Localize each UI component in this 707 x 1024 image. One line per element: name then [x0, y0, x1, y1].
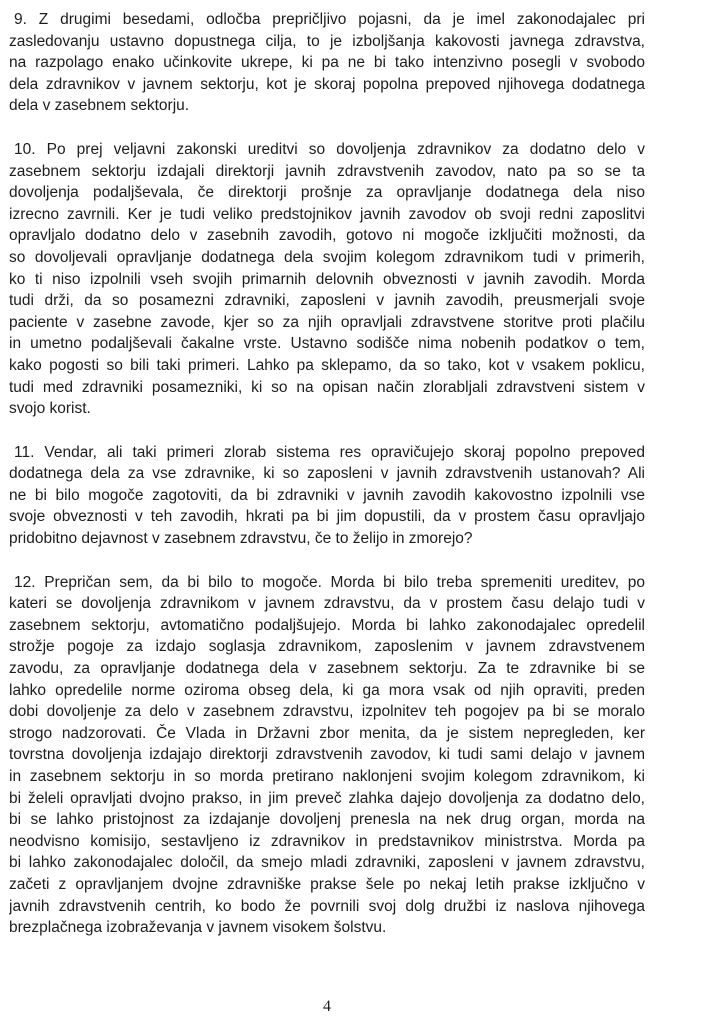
- paragraph-line: in zasebnem sektorju in so morda pretirano naklonjeni svojim kolegom zdravnikom, ki: [9, 768, 645, 785]
- paragraph-line: 10. Po prej veljavni zakonski ureditvi so dovoljenja zdravnikov za dodatno delo v: [14, 140, 645, 158]
- paragraph-line: na razpolago enako učinkovite ukrepe, ki pa ne bi tako intenzivno posegli v svobodo: [9, 54, 645, 72]
- paragraph-line: bi želeli opravljati dvojno prakso, in jim preveč zlahka dajejo dovoljenja za dodatno delo,: [9, 789, 645, 807]
- paragraph-line: svoje obveznosti v teh zavodih, hkrati pa bi jim dopustili, da v prostem času opravljajo: [9, 508, 645, 526]
- page-number: 4: [323, 998, 331, 1015]
- paragraph-line: ko ti niso izpolnili vseh svojih primarnih delovnih obveznosti v javnih zavodih. Morda: [9, 270, 645, 288]
- paragraph-10: [9, 139, 645, 420]
- paragraph-line: ne bi bilo mogoče zagotoviti, da bi zdravniki v javnih zavodih kakovostno izpolnili vse: [9, 486, 645, 504]
- paragraph-line: dela v zasebnem sektorju.: [9, 97, 190, 115]
- paragraph-line: začeti z opravljanjem dvojne zdravniške prakse šele po nekaj letih prakse izključno v: [9, 875, 645, 893]
- document-body: [9, 9, 645, 961]
- page-footer: [9, 997, 645, 1017]
- paragraph-line: dela zdravnikov v javnem sektorju, kot je skoraj popolna prepoved njihovega dodatnega: [9, 75, 645, 93]
- paragraph-line: dovoljenja podaljševala, če direktorji prošnje za opravljanje dodatnega dela niso: [9, 184, 645, 202]
- paragraph-12: [9, 572, 645, 939]
- paragraph-line: kateri se dovoljenja zdravnikom v javnem zdravstvu, da v prostem času delajo tudi v: [9, 595, 645, 613]
- paragraph-line: strogo nadzorovati. Če Vlada in Državni zbor menita, da je sistem nepregleden, ker: [9, 724, 645, 742]
- paragraph-line: javnih zdravstvenih centrih, ko bodo že povrnili svoj dolg družbi iz naslova njihovega: [9, 897, 645, 915]
- paragraph-line: izrecno zavrnili. Ker je tudi veliko predstojnikov javnih zavodov ob svoji redni zaposlitvi: [9, 205, 645, 223]
- paragraph-line: svojo korist.: [9, 400, 91, 418]
- paragraph-line: brezplačnega izobraževanja v javnem visokem šolstvu.: [9, 919, 387, 937]
- paragraph-line: zasebnem sektorju, avtomatično podaljšujejo. Morda bi lahko zakonodajalec opredelil: [9, 616, 645, 634]
- paragraph-line: dobi dovoljenje za delo v zasebnem zdravstvu, izpolnitev teh pogojev pa bi se moralo: [9, 703, 645, 721]
- paragraph-9: [9, 9, 645, 117]
- paragraph-line: opravljalo dodatno delo v zasebnih zavodih, gotovo ni mogoče izključiti možnosti, da: [9, 227, 645, 245]
- paragraph-line: 12. Prepričan sem, da bi bilo to mogoče. Morda bi bilo treba spremeniti ureditev, po: [14, 573, 645, 591]
- paragraph-line: tudi drži, da so posamezni zdravniki, zaposleni v javnih zavodih, preusmerjali svoje: [9, 292, 645, 310]
- paragraph-line: zavodu, za opravljanje dodatnega dela v zasebnem sektorju. Za te zdravnike bi se: [9, 660, 645, 678]
- paragraph-line: tovrstna dovoljenja izdajajo direktorji zdravstvenih zavodov, ki tudi sami delajo v javnem: [9, 746, 645, 764]
- paragraph-line: zasledovanju ustavno dopustnega cilja, to je izboljšanja kakovosti javnega zdravstva,: [9, 32, 645, 50]
- paragraph-line: zasebnem sektorju izdajali direktorji javnih zdravstvenih zavodov, nato pa so se ta: [9, 162, 645, 180]
- paragraph-line: bi lahko zakonodajalec določil, da smejo mladi zdravniki, zaposleni v javnem zdravstvu,: [9, 854, 645, 872]
- paragraph-line: kako pogosti so bili taki primeri. Lahko pa sklepamo, da so tako, kot v vsakem poklicu,: [9, 356, 645, 374]
- paragraph-line: bi se lahko pristojnost za izdajanje dovoljenj prenesla na nek drug organ, morda na: [9, 811, 645, 829]
- paragraph-line: lahko opredelile norme oziroma obseg dela, ki ga mora vsak od njih opraviti, preden: [9, 681, 645, 699]
- paragraph-line: so dovoljevali opravljanje dodatnega dela svojim kolegom zdravnikom tudi v primerih,: [9, 248, 645, 266]
- paragraph-line: tudi med zdravniki posamezniki, ki so na opisan način zlorabljali zdravstveni sistem v: [9, 378, 645, 396]
- paragraph-line: 9. Z drugimi besedami, odločba prepričljivo pojasni, da je imel zakonodajalec pri: [14, 11, 645, 28]
- paragraph-line: paciente v zasebne zavode, kjer so za njih opravljali zdravstvene storitve proti plačilu: [9, 313, 645, 331]
- paragraph-line: pridobitno dejavnost v zasebnem zdravstvu, če to želijo in zmorejo?: [9, 530, 473, 548]
- paragraph-line: neodvisno komisijo, sestavljeno iz zdravnikov in predstavnikov ministrstva. Morda pa: [9, 832, 645, 850]
- paragraph-line: 11. Vendar, ali taki primeri zlorab sistema res opravičujejo skoraj popolno prepoved: [14, 443, 645, 461]
- paragraph-11: [9, 442, 645, 550]
- paragraph-line: in umetno podaljševali čakalne vrste. Ustavno sodišče nima nobenih podatkov o tem,: [9, 335, 645, 353]
- paragraph-line: strožje pogoje za izdajo soglasja zdravnikom, zaposlenim v javnem zdravstvenem: [9, 638, 645, 656]
- paragraph-line: dodatnega dela za vse zdravnike, ki so zaposleni v javnih zdravstvenih ustanovah? Ali: [9, 465, 645, 483]
